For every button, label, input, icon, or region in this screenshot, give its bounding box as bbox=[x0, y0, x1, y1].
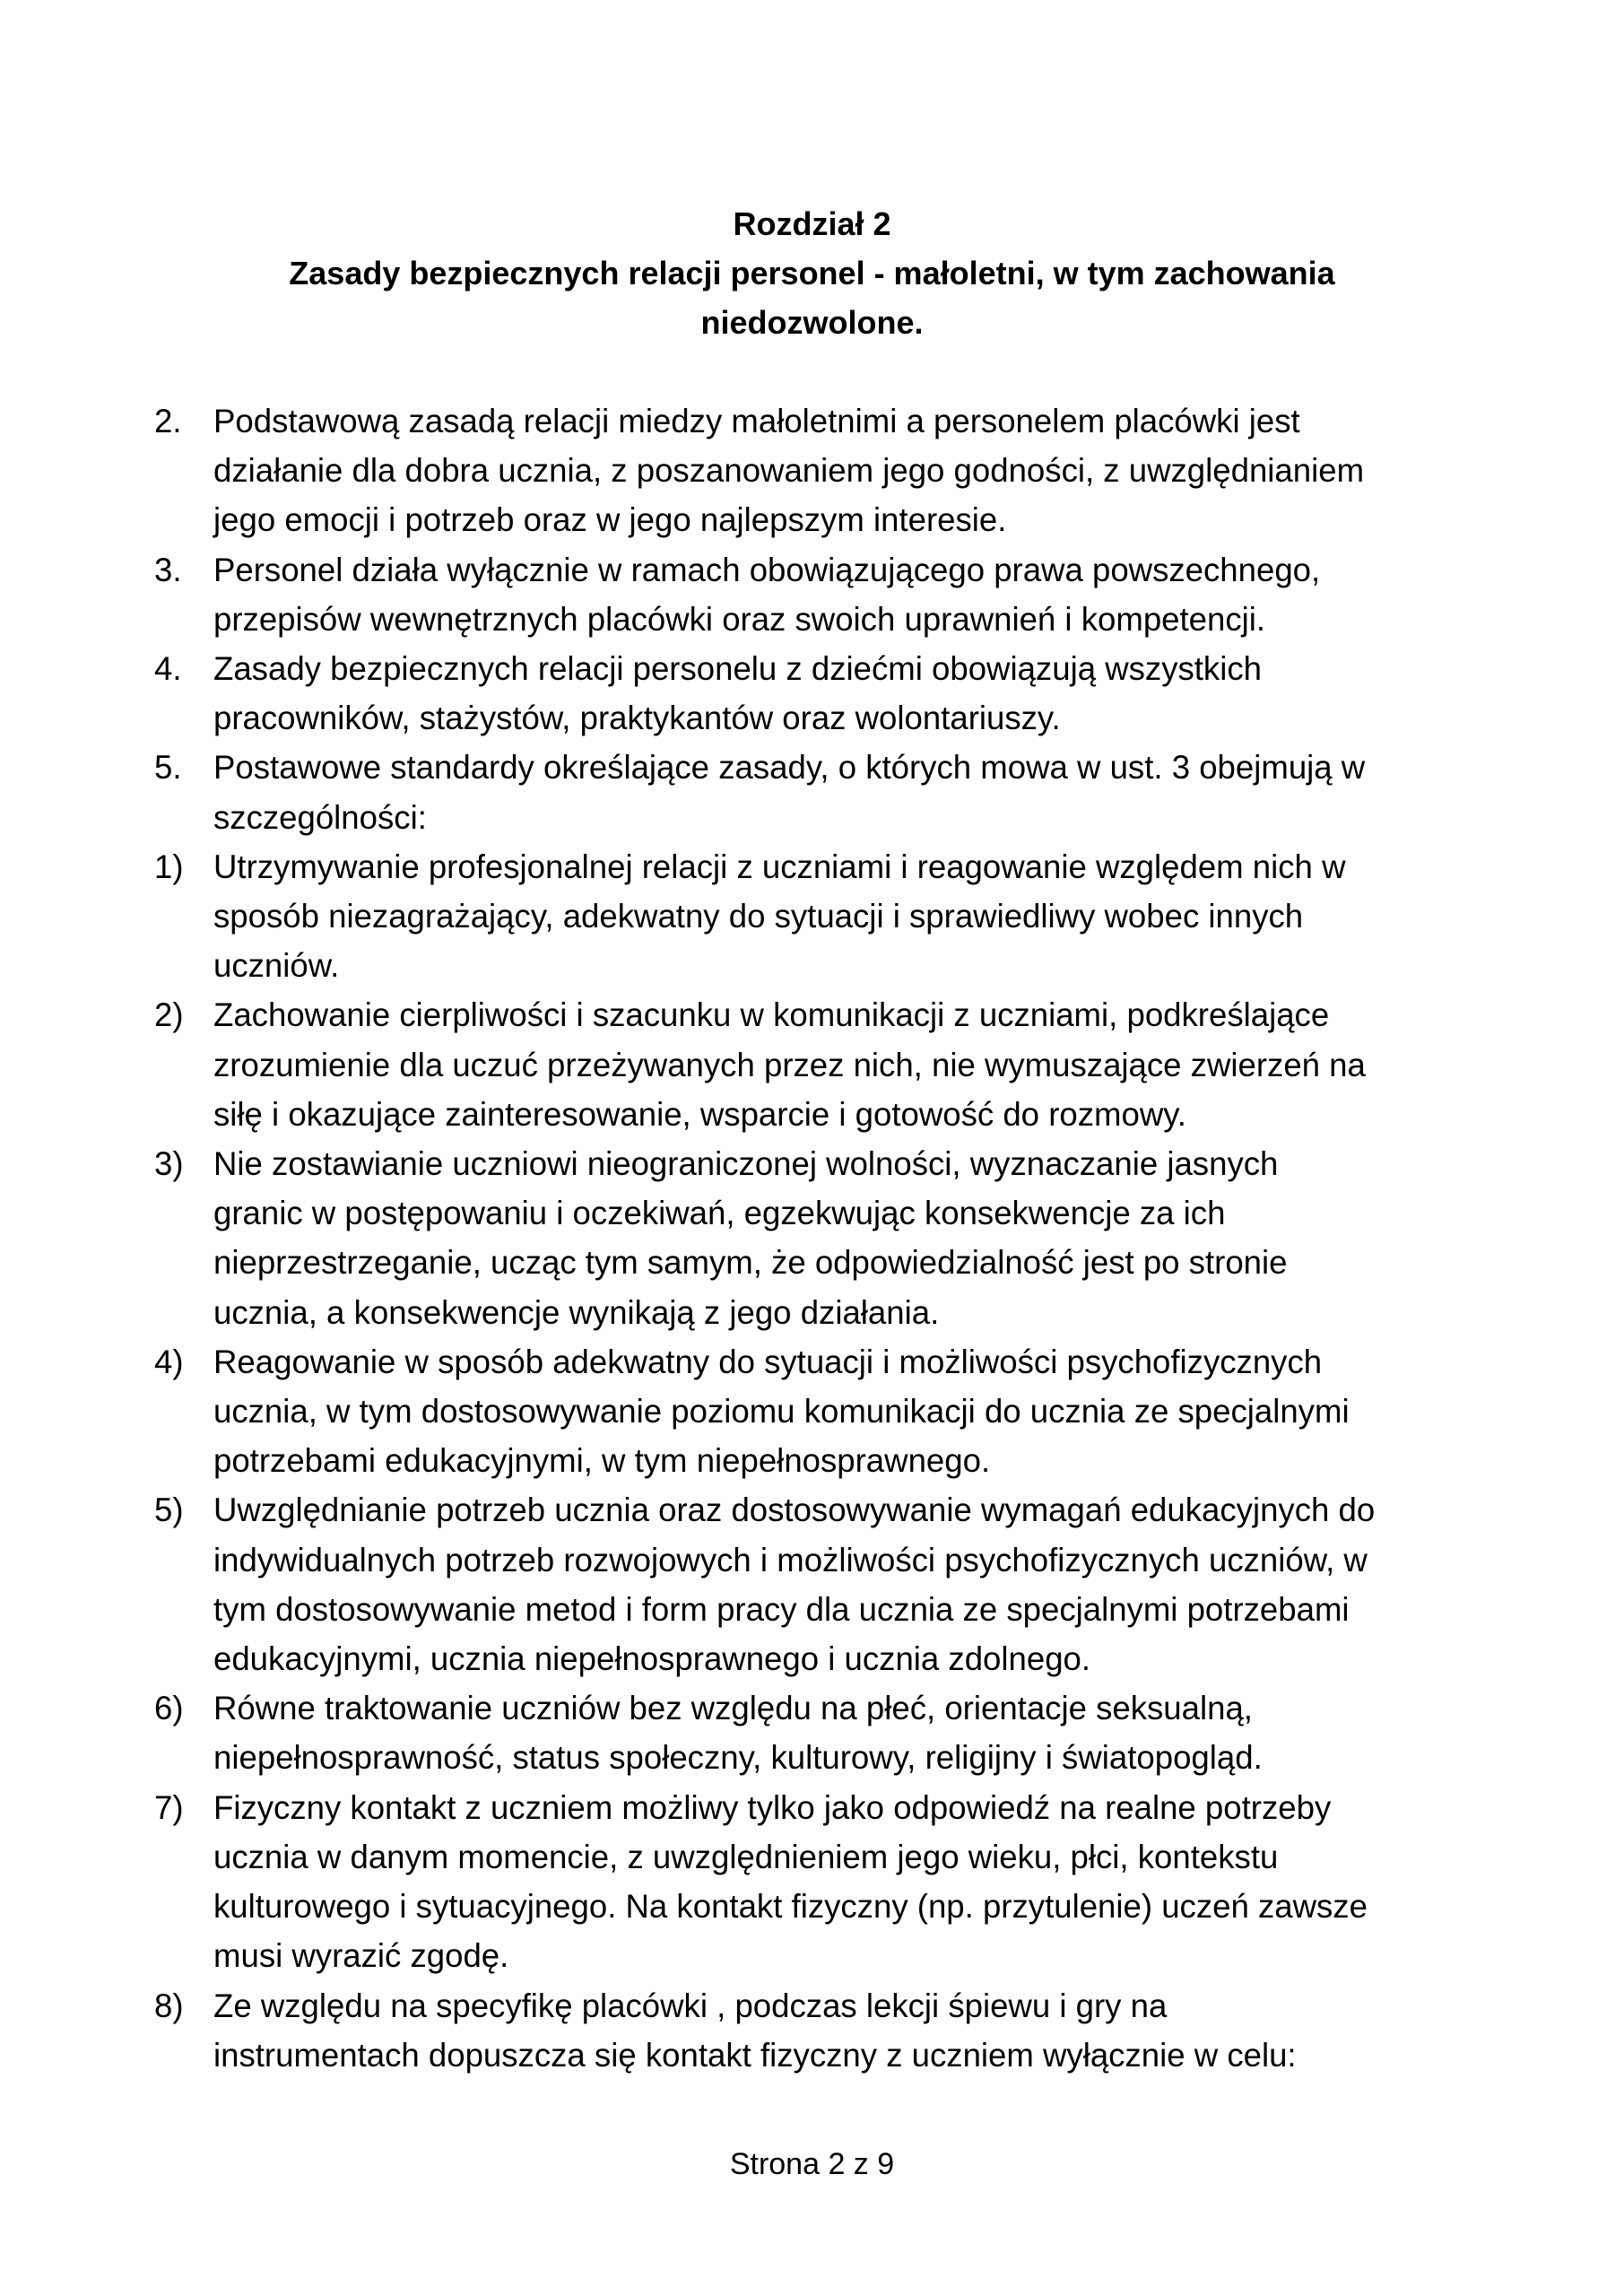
chapter-heading bbox=[179, 199, 1445, 347]
section-4 bbox=[154, 644, 1481, 743]
text-line: ucznia, w tym dostosowywanie poziomu komunikacji do ucznia ze specjalnymi bbox=[213, 1393, 1350, 1431]
text-line: Fizyczny kontakt z uczniem możliwy tylko jako odpowiedź na realne potrzeby bbox=[213, 1788, 1332, 1826]
section-2 bbox=[154, 396, 1481, 545]
text-line: szczególności: bbox=[213, 798, 427, 836]
text-line: Utrzymywanie profesjonalnej relacji z uczniami i reagowanie względem nich w bbox=[213, 848, 1346, 885]
text-line: indywidualnych potrzeb rozwojowych i możliwości psychofizycznych uczniów, w bbox=[213, 1541, 1368, 1578]
standard-3 bbox=[154, 1139, 1481, 1337]
standard-6 bbox=[154, 1683, 1481, 1782]
standard-2 bbox=[154, 990, 1481, 1139]
item-number: 4) bbox=[154, 1343, 184, 1380]
text-line: Zachowanie cierpliwości i szacunku w komunikacji z uczniami, podkreślające bbox=[213, 996, 1330, 1034]
text-line: edukacyjnymi, ucznia niepełnosprawnego i ucznia zdolnego. bbox=[213, 1640, 1091, 1678]
text-line: musi wyrazić zgodę. bbox=[213, 1937, 509, 1975]
text-line: Uwzględnianie potrzeb ucznia oraz dostosowywanie wymagań edukacyjnych do bbox=[213, 1492, 1376, 1529]
text-line: Nie zostawianie uczniowi nieograniczonej wolności, wyznaczanie jasnych bbox=[213, 1145, 1279, 1183]
text-line: kulturowego i sytuacyjnego. Na kontakt fizyczny (np. przytulenie) uczeń zawsze bbox=[213, 1888, 1368, 1926]
text-line: Personel działa wyłącznie w ramach obowiązującego prawa powszechnego, bbox=[213, 551, 1321, 588]
text-line: niepełnosprawność, status społeczny, kulturowy, religijny i światopogląd. bbox=[213, 1739, 1263, 1777]
standard-1 bbox=[154, 842, 1481, 991]
text-line: ucznia w danym momencie, z uwzględnieniem jego wieku, płci, kontekstu bbox=[213, 1838, 1279, 1875]
text-line: Podstawową zasadą relacji miedzy małoletnimi a personelem placówki jest bbox=[213, 403, 1300, 439]
item-number: 3) bbox=[154, 1145, 184, 1183]
item-number: 5) bbox=[154, 1492, 184, 1529]
text-line: uczniów. bbox=[213, 947, 340, 985]
chapter-subtitle-line: niedozwolone. bbox=[700, 304, 924, 341]
standard-7 bbox=[154, 1783, 1481, 1981]
text-line: przepisów wewnętrznych placówki oraz swoich uprawnień i kompetencji. bbox=[213, 600, 1266, 638]
item-number: 2) bbox=[154, 996, 184, 1034]
text-line: zrozumienie dla uczuć przeżywanych przez nich, nie wymuszające zwierzeń na bbox=[213, 1046, 1366, 1083]
text-line: siłę i okazujące zainteresowanie, wsparcie i gotowość do rozmowy. bbox=[213, 1095, 1186, 1133]
text-line: nieprzestrzeganie, ucząc tym samym, że odpowiedzialność jest po stronie bbox=[213, 1244, 1288, 1282]
item-number: 4. bbox=[154, 650, 182, 688]
item-number: 8) bbox=[154, 1987, 184, 2024]
text-line: sposób niezagrażający, adekwatny do sytuacji i sprawiedliwy wobec innych bbox=[213, 898, 1304, 935]
text-line: instrumentach dopuszcza się kontakt fizyczny z uczniem wyłącznie w celu: bbox=[213, 2036, 1297, 2074]
text-line: granic w postępowaniu i oczekiwań, egzekwując konsekwencje za ich bbox=[213, 1195, 1226, 1232]
standard-5 bbox=[154, 1485, 1481, 1683]
text-line: Ze względu na specyfikę placówki , podczas lekcji śpiewu i gry na bbox=[213, 1987, 1168, 2024]
text-line: jego emocji i potrzeb oraz w jego najlepszym interesie. bbox=[213, 501, 1007, 539]
item-number: 7) bbox=[154, 1788, 184, 1826]
text-line: potrzebami edukacyjnymi, w tym niepełnosprawnego. bbox=[213, 1442, 991, 1480]
standard-8 bbox=[154, 1981, 1481, 2080]
item-number: 6) bbox=[154, 1690, 184, 1727]
text-line: Zasady bezpiecznych relacji personelu z dziećmi obowiązują wszystkich bbox=[213, 650, 1262, 688]
item-number: 3. bbox=[154, 551, 182, 588]
chapter-subtitle-line: Zasady bezpiecznych relacji personel - małoletni, w tym zachowania bbox=[289, 255, 1335, 291]
text-line: Reagowanie w sposób adekwatny do sytuacji i możliwości psychofizycznych bbox=[213, 1343, 1323, 1380]
section-5 bbox=[154, 743, 1481, 841]
text-line: tym dostosowywanie metod i form pracy dla ucznia ze specjalnymi potrzebami bbox=[213, 1590, 1350, 1628]
text-line: Postawowe standardy określające zasady, o których mowa w ust. 3 obejmują w bbox=[213, 749, 1366, 787]
item-number: 2. bbox=[154, 403, 182, 439]
chapter-title: Rozdział 2 bbox=[733, 205, 891, 242]
document-body bbox=[154, 396, 1481, 2080]
text-line: Równe traktowanie uczniów bez względu na płeć, orientacje seksualną, bbox=[213, 1690, 1253, 1727]
item-number: 1) bbox=[154, 848, 184, 885]
item-number: 5. bbox=[154, 749, 182, 787]
text-line: pracowników, stażystów, praktykantów oraz wolontariuszy. bbox=[213, 700, 1061, 737]
standard-4 bbox=[154, 1337, 1481, 1486]
text-line: ucznia, a konsekwencje wynikają z jego działania. bbox=[213, 1293, 940, 1331]
section-3 bbox=[154, 545, 1481, 644]
text-line: działanie dla dobra ucznia, z poszanowaniem jego godności, z uwzględnianiem bbox=[213, 452, 1365, 490]
page-number-footer: Strona 2 z 9 bbox=[729, 2147, 895, 2181]
